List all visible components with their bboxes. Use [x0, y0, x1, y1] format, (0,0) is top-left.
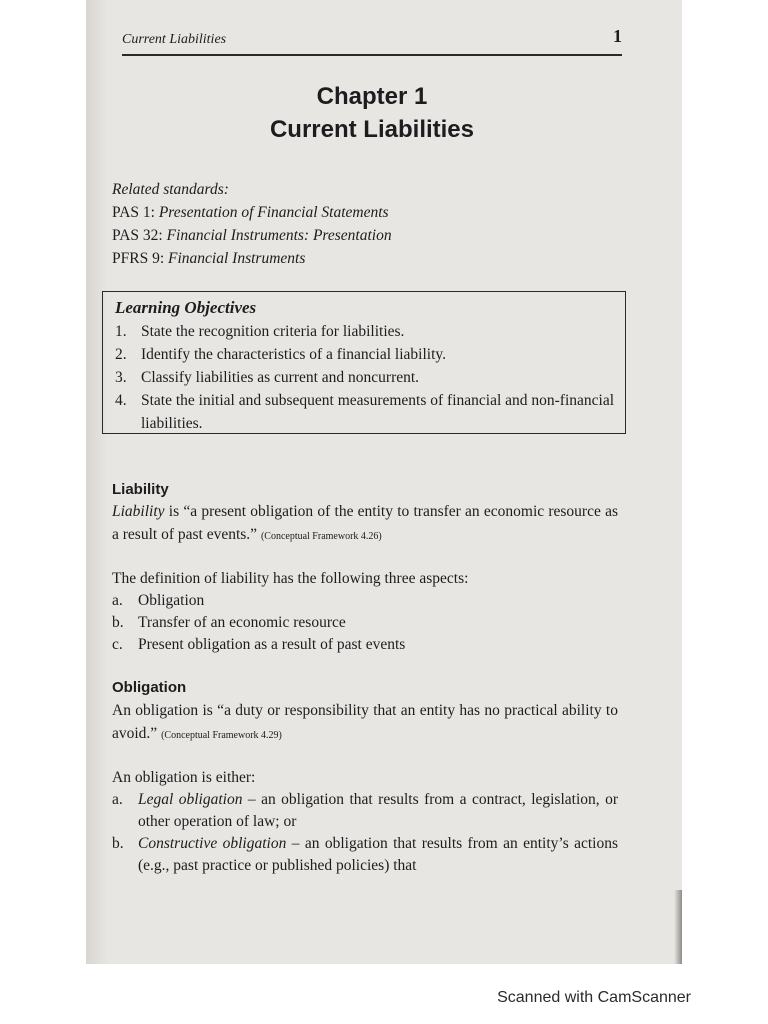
standard-code: PAS 1: — [112, 204, 155, 221]
page-edge-shadow — [86, 0, 108, 964]
standard-name: Presentation of Financial Statements — [158, 204, 389, 221]
scanner-watermark: Scanned with CamScanner — [497, 989, 691, 1006]
item-letter: b. — [112, 835, 124, 852]
item-term: Legal obligation — [138, 791, 243, 808]
standard-item — [112, 224, 392, 247]
item-text: State the initial and subsequent measurements of financial and non-financial liabilities. — [141, 392, 615, 432]
item-text: State the recognition criteria for liabilities. — [141, 323, 405, 340]
item-letter: a. — [112, 592, 123, 609]
item-number: 2. — [115, 346, 127, 363]
item-term: Constructive obligation — [138, 835, 287, 852]
list-item — [115, 366, 615, 389]
liability-definition — [112, 500, 618, 548]
citation: (Conceptual Framework 4.29) — [161, 730, 282, 741]
liability-term: Liability — [112, 503, 165, 520]
item-text: Obligation — [138, 592, 205, 609]
liability-heading: Liability — [112, 481, 169, 498]
running-header — [122, 26, 622, 56]
chapter-name: Current Liabilities — [269, 116, 475, 143]
obligation-heading: Obligation — [112, 679, 187, 696]
item-number: 1. — [115, 323, 127, 340]
list-item — [115, 389, 615, 435]
obligation-definition — [112, 699, 618, 747]
types-intro: An obligation is either: — [112, 769, 256, 786]
list-item — [112, 634, 618, 656]
page-corner-shadow — [674, 890, 682, 964]
item-text: Identify the characteristics of a financial liability. — [141, 346, 446, 363]
chapter-title — [112, 80, 632, 146]
item-text: Classify liabilities as current and noncurrent. — [141, 369, 420, 386]
list-item — [112, 612, 618, 634]
standard-code: PFRS 9: — [112, 250, 165, 267]
item-text: Present obligation as a result of past events — [138, 636, 406, 653]
list-item — [115, 320, 615, 343]
item-number: 3. — [115, 369, 127, 386]
objectives-heading: Learning Objectives — [115, 298, 257, 317]
item-text: Transfer of an economic resource — [138, 614, 346, 631]
chapter-number: Chapter 1 — [316, 83, 428, 110]
scanned-page — [86, 0, 682, 964]
standard-item — [112, 247, 392, 270]
aspects-list — [112, 590, 618, 656]
citation: (Conceptual Framework 4.26) — [260, 531, 382, 542]
related-standards — [112, 178, 392, 270]
standard-name: Financial Instruments — [168, 250, 306, 267]
item-text: – an obligation that results from a contract, legislation, or other operation of law; or — [138, 791, 618, 830]
list-item — [115, 343, 615, 366]
aspects-intro: The definition of liability has the following three aspects: — [112, 570, 469, 587]
list-item — [112, 590, 618, 612]
item-letter: a. — [112, 791, 123, 808]
item-letter: b. — [112, 614, 124, 631]
standard-name: Financial Instruments: Presentation — [166, 227, 392, 244]
learning-objectives-box — [102, 291, 626, 434]
standard-item — [112, 201, 392, 224]
obligation-types-list — [112, 789, 618, 877]
page-number: 1 — [613, 26, 622, 46]
item-number: 4. — [115, 392, 127, 409]
standard-code: PAS 32: — [112, 227, 163, 244]
list-item — [112, 833, 618, 877]
standards-label: Related standards: — [112, 181, 229, 198]
definition-text: is “a present obligation of the entity to transfer an economic resource as a result of past events.” — [112, 503, 618, 543]
list-item — [112, 789, 618, 833]
item-letter: c. — [112, 636, 123, 653]
running-title: Current Liabilities — [122, 32, 227, 47]
definition-text: An obligation is “a duty or responsibility that an entity has no practical ability to avoid.” — [112, 702, 618, 742]
objectives-list — [115, 320, 615, 435]
item-text: – an obligation that results from an entity’s actions (e.g., past practice or published policies) that — [138, 835, 619, 874]
